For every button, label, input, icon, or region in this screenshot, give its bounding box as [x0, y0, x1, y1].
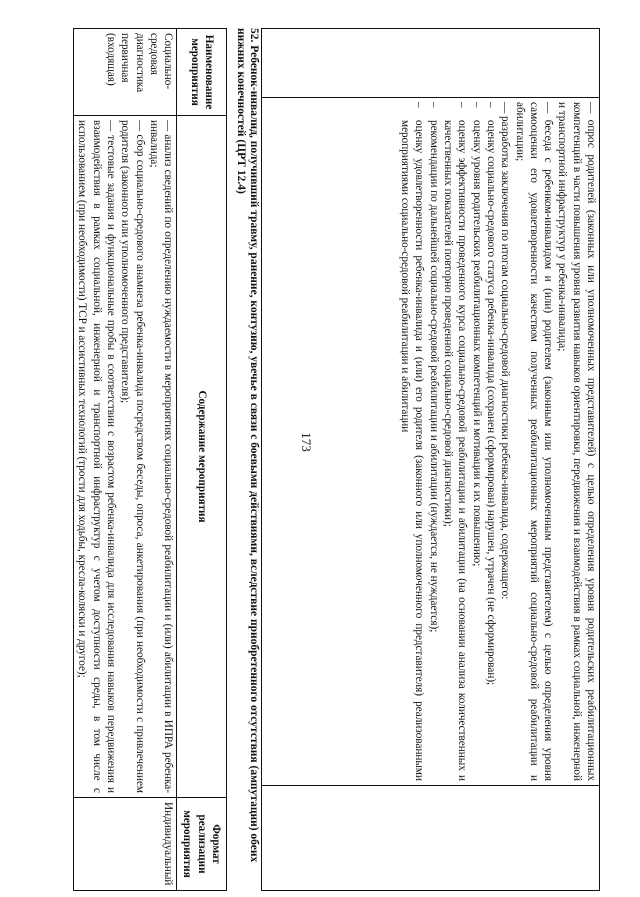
continuation-content-cell [262, 98, 600, 786]
dash-marker: – [427, 102, 440, 108]
rotated-page-content [40, 28, 600, 891]
list-item: — беседа с ребенком-инвалидом и (или) родителем (законным или уполномоченным представителем) с целью определения уровня самооценки его удовлетворенности качеством полученных реабилитационных мероприятий социально-средовой реабилитации и абилитации; [513, 102, 555, 781]
dash-marker: – [413, 102, 426, 108]
sub-list-item: – оценку социально-средового статуса ребенка-инвалида (сохранен (сформирован) нарушен, утрачен (не сформирован); [484, 102, 497, 686]
measure-content-cell [74, 116, 177, 798]
list-item: — опрос родителей (законных или уполномоченных представителей) с целью определения уровня родительских реабилитационных компетенций в части повышения уровня развития навыков ориентировки, передвижения и взаимодействия в рамках социальной, инженерной и транспортной инфраструктур у ребенка-инвалида; [556, 102, 597, 781]
dash-marker: – [470, 102, 483, 108]
section-heading: 52. Ребенок-инвалид, получивший травму, ранение, контузию, увечье в связи с боевыми действиями, вследствие приобретенного отсутствия (ампутации) обеих нижних конечностей (ЦРТ 12.4) [235, 28, 260, 863]
dash-marker: – [456, 102, 469, 108]
measure-format-cell: Индивидуальный [74, 798, 177, 891]
page-number: 173 [298, 432, 314, 452]
empty-name-cell [262, 29, 600, 98]
list-item: — анализ сведений по определению нуждаемости в мероприятиях социально-средовой реабилитации и (или) абилитации в ИПРА ребенка-инвалида; [147, 120, 175, 793]
table-row [262, 29, 600, 891]
table-header-row [177, 29, 227, 891]
list-item: — сбор социально-средового анамнеза ребенка-инвалида посредством беседы, опроса, анкетирования (при необходимости с привлечением родителя (законного или уполномоченного представителя); [119, 120, 146, 793]
measure-name-cell: Социально-средовая диагностика первичная (входящая) [74, 29, 177, 116]
sub-list-item: – оценку удовлетворенности ребенка-инвалида и (или) его родителя (законного или уполномоченного представителя) реализованными мероприятиями социально-средовой реабилитации и абилитации [399, 102, 426, 781]
measures-table [73, 28, 227, 891]
sub-list-item: – оценку уровня родительских реабилитационных компетенций и мотивации к их повышению; [470, 102, 483, 567]
list-item: — тестовые задания и функциональные пробы в соответствии с возрастом ребенка-инвалида для исследования навыков передвижения и взаимодействия в рамках социальной, инженерной и транспортной инфраструктур с учетом доступности среды, в том числе с использованием (при необходимости) ТСР и ассистивных технологий (трости для ходьбы, кресла-коляски и другое); [76, 120, 117, 793]
sub-list-item: – оценку эффективности проведенного курса социально-средовой реабилитации и абилитации (на основании анализа количественных и качественных показателей повторно проведенной социально-средовой диагностики); [442, 102, 469, 781]
sub-list-item: – рекомендации по дальнейшей социально-средовой реабилитации и абилитации (нуждается, не нуждается); [427, 102, 440, 633]
dash-marker: – [484, 102, 497, 108]
list-item: — разработка заключения по итогам социально-средовой диагностики ребенка-инвалида, содержащего: [499, 102, 512, 600]
empty-format-cell [262, 786, 600, 891]
header-measure-name: Наименование мероприятия [177, 29, 227, 116]
table-row [74, 29, 177, 891]
header-measure-format: Формат реализации мероприятия [177, 798, 227, 891]
header-measure-content: Содержание мероприятия [177, 116, 227, 798]
continuation-table [261, 28, 600, 891]
